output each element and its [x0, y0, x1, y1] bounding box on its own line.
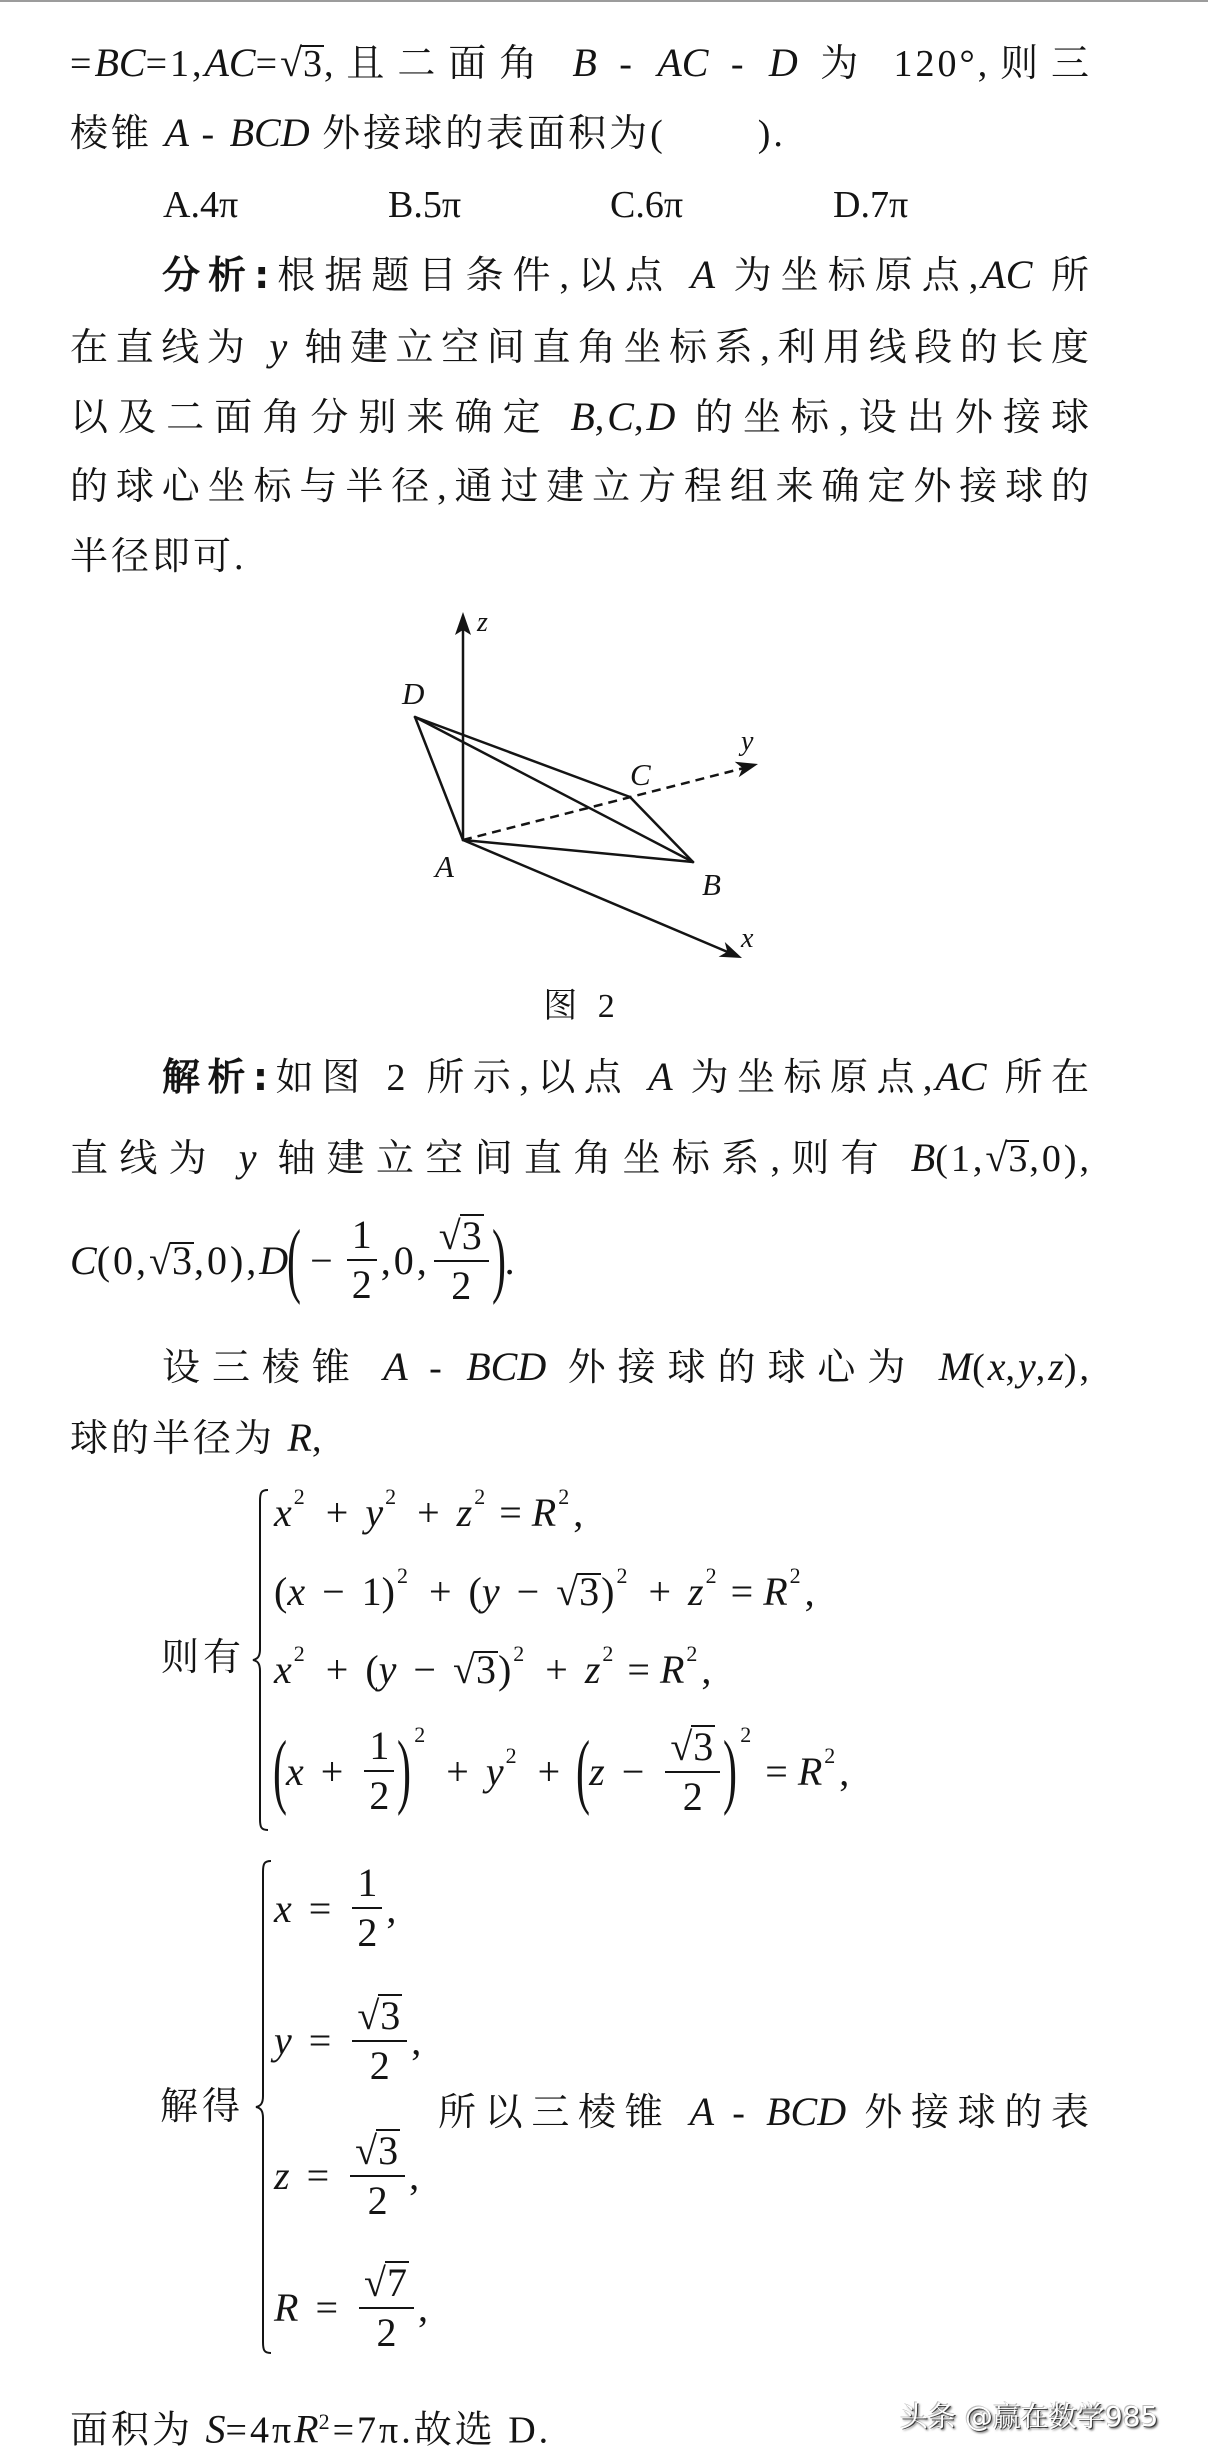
numerator: [352, 1994, 407, 2040]
radicand: 3: [380, 1992, 401, 2038]
option-c: [610, 175, 683, 235]
radical-sign: [357, 1995, 379, 2037]
sqrt-expression: [985, 1128, 1029, 1189]
label-C: C: [630, 757, 651, 792]
edge-DB: [415, 717, 693, 862]
edge-CB: [630, 797, 693, 862]
superscript: 2: [789, 1563, 801, 1588]
denominator: 2: [350, 2175, 405, 2222]
math-variable: R: [274, 2284, 299, 2330]
operator: =: [730, 1568, 754, 1614]
paren: ): [381, 1568, 395, 1614]
numerator: 1: [357, 1860, 378, 1905]
analysis-line-5: [70, 527, 1092, 587]
math-variable: x: [274, 1646, 292, 1692]
sqrt-expression: [439, 1214, 484, 1257]
math-variable: B: [570, 394, 595, 439]
top-border: [0, 0, 1208, 2]
math-variable: B: [572, 40, 597, 85]
math-variable: AC: [935, 1054, 987, 1099]
superscript: 2: [740, 1722, 752, 1747]
operator: −: [621, 1748, 645, 1794]
big-right-paren: ): [491, 1213, 506, 1306]
math-variable: y: [481, 1568, 500, 1614]
superscript: 2: [602, 1641, 614, 1666]
math-variable: D: [646, 394, 676, 439]
text-segment: ),: [1063, 1347, 1092, 1389]
math-variable: D: [259, 1237, 289, 1283]
text-segment: 球的半径为: [70, 1418, 288, 1460]
text-segment: 根据题目条件,以点: [271, 255, 691, 297]
math-variable: y: [365, 1489, 384, 1535]
text-segment: 直线为: [70, 1138, 239, 1180]
punctuation: ,: [839, 1748, 850, 1794]
math-variable: BCD: [466, 1344, 547, 1389]
math-variable: AC: [204, 40, 256, 85]
option-value: 7π: [869, 184, 909, 226]
solution-y-row: [274, 1990, 421, 2090]
radicand: 3: [579, 1568, 600, 1614]
math-variable: M: [938, 1344, 973, 1389]
math-variable: x: [285, 1748, 304, 1794]
superscript: 2: [414, 1722, 426, 1747]
superscript: 2: [558, 1484, 570, 1509]
text-segment: 所在: [986, 1057, 1092, 1099]
text-segment: (: [972, 1347, 988, 1389]
solution-r-row: [274, 2257, 428, 2357]
fraction: [350, 2129, 405, 2222]
analysis-line-2: [70, 317, 1092, 377]
math-variable: y: [378, 1646, 397, 1692]
superscript: 2: [293, 1484, 305, 1509]
big-left-paren: (: [287, 1213, 302, 1306]
equation-row-2: [274, 1561, 815, 1621]
equation-row-4: [274, 1711, 849, 1831]
math-variable: y: [485, 1748, 504, 1794]
analysis-line-1: [162, 245, 1092, 305]
operator: =: [499, 1489, 522, 1535]
radical-sign: [280, 33, 302, 93]
operator: =: [315, 2284, 338, 2330]
radicand: 3: [693, 1723, 714, 1769]
system1-label: 则有: [161, 1637, 246, 1679]
operator: =: [765, 1748, 788, 1794]
y-arrow-icon: [735, 762, 758, 777]
figure-caption: 图 2: [543, 988, 621, 1025]
text-segment: (1,: [935, 1138, 986, 1180]
text-segment: 棱锥: [70, 113, 165, 155]
operator: =: [308, 1885, 332, 1931]
text-segment: 外接球的表: [846, 2092, 1092, 2134]
text-segment: 所: [1032, 255, 1092, 297]
option-d: [833, 175, 908, 235]
text-segment: 轴建立空间直角坐标系,则有: [256, 1138, 911, 1180]
superscript: 2: [396, 1563, 408, 1588]
big-right-paren: ): [397, 1724, 412, 1817]
solution-line-3: [70, 1210, 518, 1310]
radical-sign: [355, 2130, 377, 2172]
punctuation: ,: [573, 1489, 584, 1535]
text-segment: 外接球的表面积为(: [309, 113, 666, 155]
radicand: 3: [171, 1237, 192, 1283]
text-segment: -: [407, 1347, 467, 1389]
text-segment: 半径即可.: [70, 536, 247, 578]
analysis-line-4: [70, 457, 1092, 517]
fraction: [359, 2261, 414, 2354]
superscript: 2: [385, 1484, 397, 1509]
operator: =: [308, 2017, 332, 2063]
solution-line-4: [162, 1337, 1092, 1397]
solution-label: 解析:: [162, 1055, 271, 1099]
option-a: [163, 175, 238, 235]
math-variable: B: [910, 1135, 936, 1180]
radicand: 3: [475, 1646, 496, 1692]
math-variable: A: [648, 1054, 673, 1099]
numerator: [665, 1725, 720, 1771]
math-variable: x: [287, 1568, 306, 1614]
solution-line-5: [70, 1408, 1092, 1468]
option-label: D.: [833, 184, 870, 226]
edge-DA: [415, 717, 463, 840]
punctuation: ,: [386, 1885, 397, 1931]
superscript: 2: [824, 1743, 836, 1768]
math-variable: z: [1048, 1344, 1064, 1389]
paren: (: [468, 1568, 482, 1614]
fraction: [352, 1862, 382, 1954]
radical-sign: [439, 1215, 461, 1257]
sqrt-expression: [556, 1568, 601, 1615]
superscript: 2: [505, 1743, 517, 1768]
edge-DC: [415, 717, 630, 797]
text-segment: =1,: [145, 43, 205, 85]
y-axis-dashed: [463, 768, 744, 840]
text-segment: ,: [311, 1418, 325, 1460]
text-segment: 所以三棱锥: [438, 2092, 690, 2134]
paren: (: [274, 1568, 288, 1614]
math-variable: AC: [981, 252, 1033, 297]
punctuation: ,: [411, 2017, 422, 2063]
numerator: [359, 2261, 414, 2307]
watermark: 头条 @赢在数学985: [900, 2400, 1159, 2433]
operator: +: [417, 1489, 440, 1535]
superscript: 2: [318, 2409, 333, 2434]
text-segment: ,: [594, 397, 608, 439]
text-segment: ,0),: [1029, 1138, 1092, 1180]
text-segment: ,: [1005, 1347, 1018, 1389]
math-variable: C: [607, 394, 634, 439]
denominator: 2: [347, 1259, 377, 1306]
operator: =: [627, 1646, 650, 1692]
math-variable: BCD: [229, 110, 310, 155]
option-value: 4π: [199, 184, 239, 226]
math-variable: R: [659, 1646, 685, 1692]
numerator: 1: [369, 1723, 390, 1768]
equation-row-1: [274, 1482, 583, 1542]
radicand: 3: [1008, 1138, 1028, 1180]
text-segment: 轴建立空间直角坐标系,利用线段的长度: [287, 327, 1092, 369]
paren: ): [497, 1646, 512, 1692]
fraction: [347, 1214, 377, 1306]
equation-row-3: [274, 1639, 711, 1699]
big-left-paren: (: [272, 1724, 287, 1817]
system2-label: 解得: [160, 2086, 245, 2128]
analysis-line-3: [70, 387, 1092, 447]
option-label: B.: [388, 184, 423, 226]
operator: +: [446, 1748, 469, 1794]
analysis-label: 分析:: [162, 253, 272, 297]
option-label: A.: [163, 184, 200, 226]
superscript: 2: [686, 1641, 698, 1666]
math-variable: A: [689, 2089, 715, 2134]
label-B: B: [702, 867, 721, 902]
text-segment: 如图 2 所示,以点: [270, 1057, 649, 1099]
text-segment: -: [708, 43, 769, 85]
operator: −: [413, 1646, 436, 1692]
math-variable: x: [274, 1885, 292, 1931]
math-variable: y: [238, 1135, 257, 1180]
sqrt-expression: [280, 33, 324, 94]
text-segment: .: [504, 1237, 518, 1283]
left-brace-icon: [250, 1489, 270, 1831]
option-value: 6π: [644, 184, 684, 226]
sqrt-expression: [670, 1725, 715, 1768]
text-segment: 在直线为: [70, 327, 270, 369]
math-variable: x: [987, 1344, 1006, 1389]
punctuation: ,: [409, 2152, 420, 2198]
superscript: 2: [474, 1484, 486, 1509]
math-variable: z: [456, 1489, 473, 1535]
label-z: z: [477, 607, 488, 638]
punctuation: ,: [701, 1646, 712, 1692]
option-value: 5π: [422, 184, 462, 226]
punctuation: ,: [804, 1568, 815, 1614]
text-segment: 外接球的球心为: [546, 1347, 939, 1389]
x-axis: [463, 840, 730, 953]
text-segment: ,: [1035, 1347, 1049, 1389]
text-segment: -: [188, 113, 230, 155]
text-segment: =4π: [225, 2409, 295, 2452]
text-segment: 的坐标,设出外接球: [675, 397, 1092, 439]
text-segment: =: [255, 43, 281, 85]
punctuation: ,: [417, 2284, 428, 2330]
solution-line-2: [70, 1128, 1092, 1188]
text-segment: ,0),: [193, 1237, 260, 1283]
label-A: A: [435, 849, 454, 884]
math-variable: A: [690, 252, 716, 297]
label-D: D: [402, 676, 425, 711]
denominator: 2: [359, 2307, 414, 2354]
math-variable: S: [205, 2406, 226, 2452]
text-segment: 为 120°,则三: [797, 43, 1093, 85]
math-variable: z: [274, 2152, 290, 2198]
option-label: C.: [610, 184, 645, 226]
solution-line-1: [162, 1047, 1092, 1107]
text-segment: ).: [757, 113, 786, 155]
radicand: 3: [378, 2127, 399, 2173]
solution-x-row: [274, 1858, 396, 1958]
radical-sign: [556, 1568, 578, 1615]
numerator: [434, 1214, 489, 1260]
sqrt-expression: [364, 2261, 409, 2304]
math-variable: y: [269, 324, 288, 369]
minus-sign: −: [310, 1237, 333, 1283]
option-b: [388, 175, 461, 235]
fraction: [364, 1725, 394, 1817]
denominator: 2: [364, 1770, 394, 1817]
math-variable: R: [797, 1748, 823, 1794]
text-segment: 为坐标原点,: [672, 1057, 936, 1099]
radical-sign: [364, 2262, 386, 2304]
math-variable: R: [294, 2406, 319, 2452]
math-variable: C: [70, 1237, 97, 1283]
radicand: 3: [303, 43, 323, 85]
left-brace-icon: [253, 1860, 273, 2354]
operator: +: [325, 1489, 349, 1535]
superscript: 2: [293, 1641, 305, 1666]
question-line-2: [70, 103, 1092, 163]
figure-tetrahedron-diagram: [380, 590, 800, 980]
math-variable: z: [589, 1748, 605, 1794]
radical-sign: [453, 1646, 475, 1693]
math-variable: AC: [657, 40, 709, 85]
math-variable: y: [274, 2017, 292, 2063]
operator: +: [545, 1646, 568, 1692]
math-variable: A: [164, 110, 189, 155]
text-segment: 设三棱锥: [162, 1347, 384, 1389]
big-left-paren: (: [576, 1724, 591, 1817]
paren: (: [365, 1646, 379, 1692]
text-segment: ,且二面角: [324, 43, 573, 85]
question-line-1: [70, 33, 1092, 93]
math-variable: R: [287, 1415, 312, 1460]
operator: +: [648, 1568, 672, 1614]
math-variable: D: [768, 40, 798, 85]
radicand: 3: [461, 1212, 482, 1258]
math-variable: BC: [94, 40, 146, 85]
operator: +: [428, 1568, 452, 1614]
sqrt-expression: [149, 1237, 194, 1284]
denominator: 2: [352, 1907, 382, 1954]
solution-trailing-line: [438, 2082, 1092, 2142]
text-segment: 面积为: [70, 2409, 206, 2452]
operator: +: [325, 1646, 349, 1692]
text-segment: ,0,: [380, 1237, 430, 1283]
math-variable: z: [688, 1568, 704, 1614]
operator: −: [322, 1568, 345, 1614]
label-y: y: [741, 726, 754, 757]
operator: +: [320, 1748, 344, 1794]
numerator: [350, 2129, 405, 2175]
text-segment: -: [714, 2092, 767, 2134]
radical-sign: [149, 1237, 171, 1284]
big-right-paren: ): [723, 1724, 738, 1817]
math-variable: R: [531, 1489, 557, 1535]
denominator: 2: [434, 1260, 489, 1307]
operator: −: [516, 1568, 540, 1614]
text-segment: =7π.故选 D.: [332, 2409, 552, 2452]
math-variable: z: [584, 1646, 601, 1692]
math-variable: A: [383, 1344, 408, 1389]
radicand: 7: [386, 2259, 407, 2305]
text-segment: -: [596, 43, 658, 85]
label-x: x: [741, 923, 754, 954]
text-segment: 为坐标原点,: [715, 255, 982, 297]
fraction: [352, 1994, 407, 2087]
text-segment: ,: [633, 397, 647, 439]
superscript: 2: [616, 1563, 628, 1588]
fraction: [665, 1725, 720, 1818]
text-segment: 以及二面角分别来确定: [70, 397, 571, 439]
sqrt-expression: [453, 1646, 498, 1693]
sqrt-expression: [355, 2129, 400, 2172]
denominator: 2: [352, 2040, 407, 2087]
solution-z-row: [274, 2125, 419, 2225]
sqrt-expression: [357, 1994, 402, 2037]
math-variable: BCD: [766, 2089, 847, 2134]
operator: =: [306, 2152, 330, 2198]
radical-sign: [670, 1726, 692, 1768]
text-segment: 的球心坐标与半径,通过建立方程组来确定外接球的: [70, 466, 1092, 508]
math-variable: R: [763, 1568, 788, 1614]
text-segment: (0,: [96, 1237, 150, 1283]
denominator: 2: [665, 1771, 720, 1818]
superscript: 2: [705, 1563, 717, 1588]
numerator: 1: [351, 1212, 372, 1257]
fraction: [434, 1214, 489, 1307]
paren: ): [601, 1568, 615, 1614]
text-segment: =: [70, 43, 95, 85]
operator: +: [537, 1748, 561, 1794]
number: 1: [361, 1568, 382, 1614]
superscript: 2: [513, 1641, 525, 1666]
radical-sign: [985, 1128, 1007, 1188]
math-variable: x: [274, 1489, 292, 1535]
math-variable: y: [1017, 1344, 1036, 1389]
